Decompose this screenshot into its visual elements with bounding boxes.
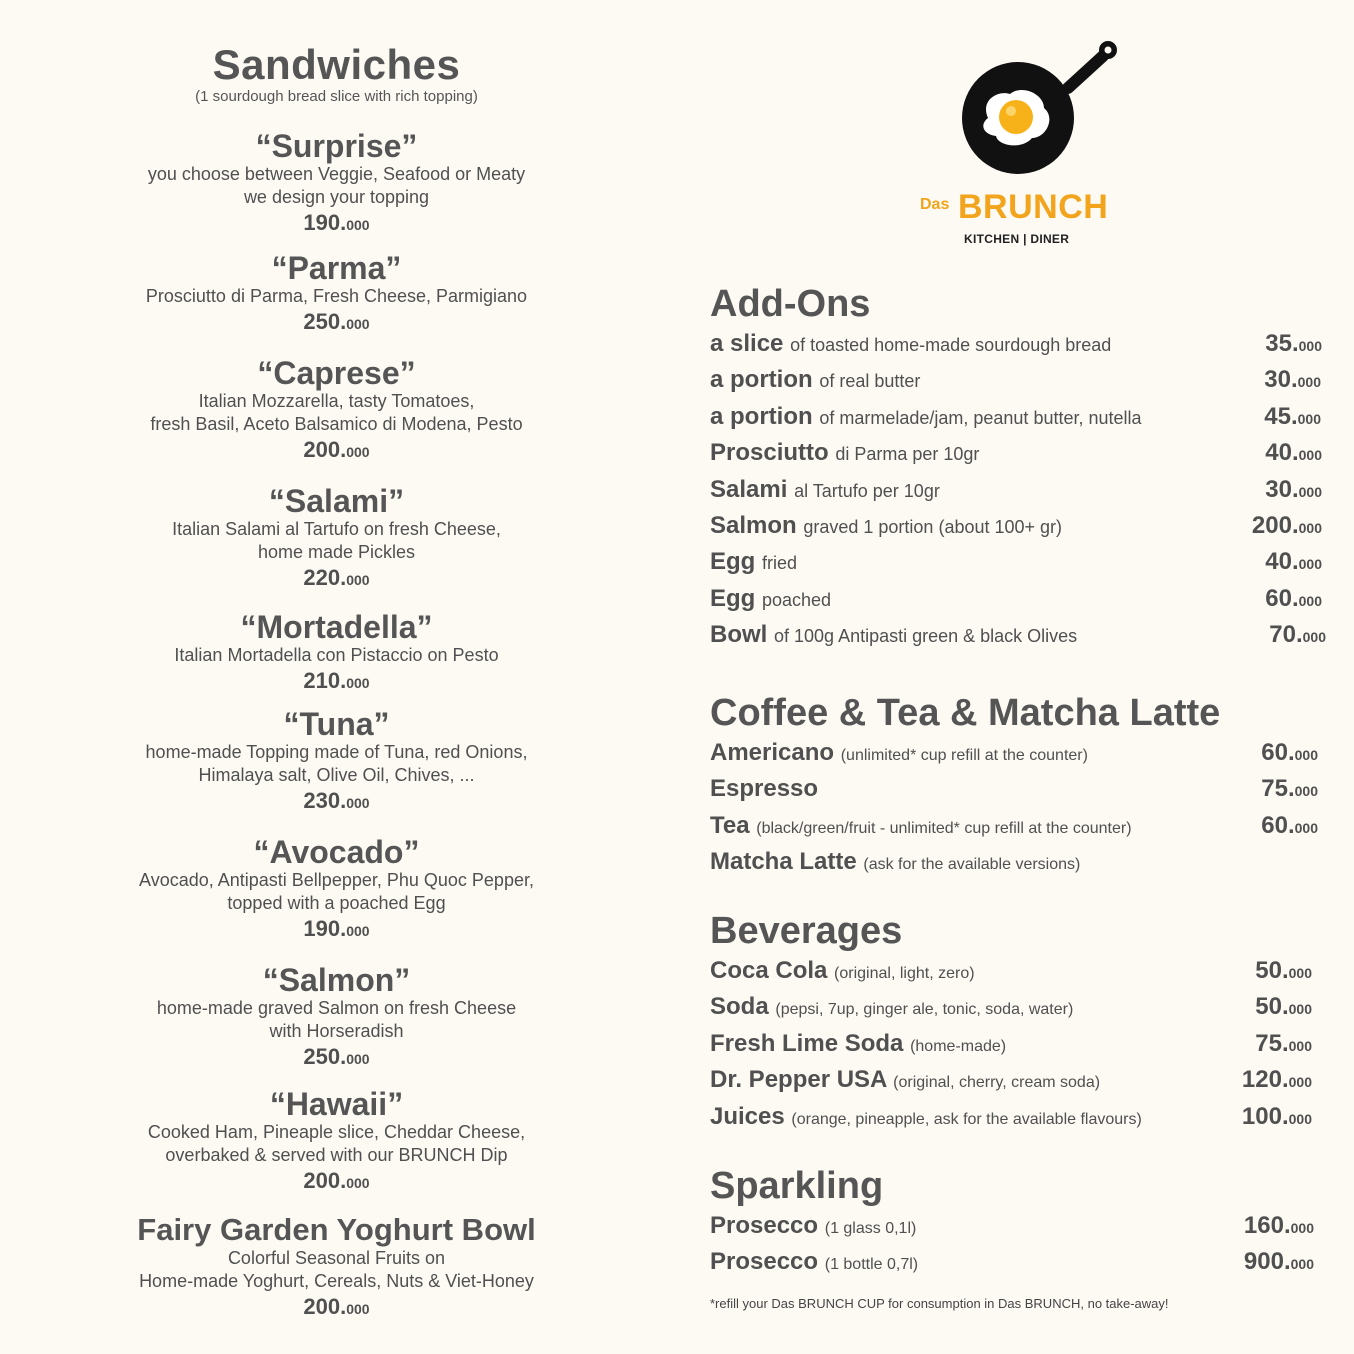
brand-logo (918, 38, 1118, 253)
brand-subtitle: KITCHEN | DINER (964, 232, 1070, 246)
item-name: Dr. Pepper USA (710, 1066, 887, 1094)
addons-row (710, 474, 1322, 510)
item-description: (orange, pineapple, ask for the available flavours) (791, 1110, 1142, 1128)
addons-row (710, 546, 1322, 582)
addons-row (710, 437, 1322, 473)
addons-item (710, 621, 1077, 649)
item-name: Matcha Latte (710, 848, 857, 876)
coffee-list (710, 737, 1318, 883)
price-main: 220. (303, 565, 347, 590)
addons-row (710, 510, 1322, 546)
price-main: 75. (1255, 1029, 1289, 1057)
item-price (1244, 1248, 1314, 1276)
item-price (1264, 366, 1321, 394)
item-name: Bowl (710, 621, 768, 649)
price-thousands: 000 (346, 1301, 370, 1317)
price-main: 200. (303, 1294, 347, 1319)
coffee-item (710, 812, 1132, 840)
item-description: (ask for the available versions) (863, 856, 1081, 874)
price-main: 250. (303, 1044, 347, 1069)
sandwich-price (60, 915, 613, 945)
item-description: al Tartufo per 10gr (794, 480, 940, 501)
beverages-row (710, 1101, 1310, 1137)
item-description: graved 1 portion (about 100+ gr) (803, 516, 1063, 537)
addons-section (710, 282, 1326, 656)
sandwich-item (60, 610, 613, 697)
beverages-title: Beverages (710, 910, 903, 952)
price-main: 60. (1261, 811, 1295, 839)
price-thousands: 000 (346, 217, 370, 233)
item-price (1244, 1212, 1314, 1240)
price-main: 60. (1261, 739, 1295, 766)
item-description: (unlimited* cup refill at the counter) (840, 747, 1088, 764)
item-description: of real butter (819, 371, 921, 392)
beverages-row (710, 1064, 1310, 1100)
price-thousands: 000 (1288, 1001, 1312, 1018)
price-thousands: 000 (1288, 1037, 1312, 1054)
sandwich-item (60, 1087, 613, 1197)
beverages-row (710, 1028, 1310, 1064)
sandwich-name: “Hawaii” (269, 1086, 404, 1122)
beverages-row (710, 955, 1310, 991)
price-thousands: 000 (346, 572, 370, 588)
sparkling-list (710, 1210, 1314, 1283)
addons-item (710, 403, 1142, 431)
price-thousands: 000 (1290, 1220, 1314, 1236)
coffee-row (710, 773, 1318, 809)
coffee-row (710, 810, 1318, 846)
item-name: a slice (710, 330, 784, 357)
coffee-row (710, 846, 1310, 882)
addons-row (710, 619, 1326, 655)
beverages-item (710, 957, 975, 985)
price-thousands: 000 (1294, 747, 1318, 763)
sandwich-item (60, 1213, 613, 1323)
sandwich-name: “Tuna” (283, 706, 390, 742)
sandwich-name: “Parma” (271, 250, 402, 286)
addons-list (710, 328, 1326, 656)
refill-footnote: *refill your Das BRUNCH CUP for consumption in Das BRUNCH, no take-away! (710, 1296, 1169, 1311)
addons-title: Add-Ons (710, 283, 871, 325)
price-main: 250. (303, 309, 347, 334)
item-price (1265, 330, 1322, 358)
sandwich-name: “Avocado” (253, 834, 420, 870)
price-main: 200. (1251, 511, 1299, 539)
price-thousands: 000 (346, 444, 370, 460)
sandwiches-section (60, 40, 613, 1323)
beverages-item (710, 1103, 1142, 1131)
item-price (1265, 548, 1322, 576)
price-thousands: 000 (1294, 819, 1318, 836)
sandwich-price (60, 564, 613, 594)
price-thousands: 000 (346, 1175, 370, 1191)
price-thousands: 000 (1297, 410, 1321, 427)
price-thousands: 000 (1288, 965, 1312, 981)
item-description: of marmelade/jam, peanut butter, nutella (819, 407, 1142, 428)
sparkling-item (710, 1212, 916, 1240)
price-main: 210. (303, 668, 347, 693)
item-name: Prosciutto (710, 439, 829, 467)
item-description: (1 bottle 0,7l) (824, 1256, 919, 1274)
beverages-list (710, 955, 1310, 1137)
sparkling-row (710, 1210, 1314, 1246)
sandwich-description: you choose between Veggie, Seafood or Meaty we design your topping (147, 164, 526, 207)
sandwich-price (60, 1167, 613, 1197)
price-thousands: 000 (1298, 592, 1322, 609)
price-main: 60. (1265, 584, 1299, 612)
price-main: 35. (1265, 330, 1299, 357)
beverages-section (710, 909, 1310, 1137)
addons-row (710, 364, 1321, 400)
sandwich-description: Italian Salami al Tartufo on fresh Cheese, home made Pickles (172, 519, 501, 562)
item-name: Tea (710, 811, 750, 839)
sandwich-price (60, 1293, 613, 1323)
sandwich-name: Fairy Garden Yoghurt Bowl (137, 1212, 536, 1247)
item-price (1255, 993, 1312, 1021)
sandwich-description: home-made graved Salmon on fresh Cheese with Horseradish (156, 998, 517, 1041)
sparkling-section (710, 1164, 1314, 1283)
price-thousands: 000 (1297, 374, 1321, 391)
sandwich-price (60, 436, 613, 466)
sandwich-list (60, 129, 613, 1323)
item-name: Espresso (710, 775, 819, 803)
price-main: 120. (1241, 1066, 1289, 1094)
coffee-item (710, 739, 1088, 767)
sandwich-item (60, 484, 613, 594)
price-thousands: 000 (1288, 1110, 1312, 1127)
item-price (1261, 812, 1318, 840)
sandwich-price (60, 787, 613, 817)
price-main: 50. (1255, 993, 1289, 1021)
price-thousands: 000 (1288, 1074, 1312, 1091)
coffee-title: Coffee & Tea & Matcha Latte (710, 692, 1221, 734)
sandwich-item (60, 129, 613, 239)
item-name: Prosecco (710, 1248, 819, 1276)
sandwich-name: “Surprise” (255, 128, 418, 164)
price-thousands: 000 (346, 795, 370, 811)
sparkling-title: Sparkling (710, 1165, 884, 1207)
beverages-row (710, 991, 1310, 1027)
addons-item (710, 366, 920, 394)
item-price (1261, 739, 1318, 767)
item-name: Soda (710, 993, 769, 1021)
sandwich-item (60, 707, 613, 817)
sandwich-description: Avocado, Antipasti Bellpepper, Phu Quoc Pepper, topped with a poached Egg (139, 870, 534, 913)
item-name: Coca Cola (710, 957, 828, 984)
sandwich-item (60, 963, 613, 1073)
sandwich-name: “Caprese” (257, 355, 416, 391)
item-price (1265, 585, 1322, 613)
item-name: Fresh Lime Soda (710, 1029, 904, 1057)
sandwich-name: “Salami” (268, 483, 405, 519)
coffee-item (710, 848, 1080, 876)
price-thousands: 000 (346, 316, 370, 332)
coffee-item (710, 775, 818, 803)
price-main: 40. (1265, 548, 1299, 576)
item-price (1242, 1103, 1312, 1131)
sandwich-description: home-made Topping made of Tuna, red Onions, Himalaya salt, Olive Oil, Chives, ... (145, 742, 528, 785)
price-main: 30. (1264, 366, 1298, 394)
item-price (1265, 476, 1322, 504)
price-main: 190. (303, 210, 347, 235)
item-name: Egg (710, 584, 756, 612)
price-main: 190. (303, 916, 347, 941)
price-thousands: 000 (1294, 783, 1318, 800)
price-thousands: 000 (1302, 629, 1326, 646)
item-description: (original, light, zero) (834, 965, 975, 982)
item-name: Prosecco (710, 1212, 819, 1239)
item-description: poached (762, 589, 832, 610)
price-main: 100. (1241, 1102, 1289, 1130)
sandwich-price (60, 667, 613, 697)
price-main: 70. (1269, 621, 1303, 649)
beverages-item (710, 993, 1073, 1021)
sandwich-description: Italian Mortadella con Pistaccio on Pesto (174, 645, 499, 665)
item-description: of 100g Antipasti green & black Olives (774, 626, 1078, 647)
price-main: 40. (1265, 439, 1299, 467)
item-name: a portion (710, 366, 813, 394)
coffee-row (710, 737, 1318, 773)
sandwich-name: “Salmon” (262, 962, 411, 998)
item-price (1252, 512, 1322, 540)
sandwich-item (60, 251, 613, 338)
sandwich-name: “Mortadella” (240, 609, 433, 645)
sparkling-row (710, 1246, 1314, 1282)
item-description: (1 glass 0,1l) (824, 1220, 917, 1237)
item-price (1269, 621, 1326, 649)
item-description: of toasted home-made sourdough bread (790, 335, 1112, 355)
addons-item (710, 439, 979, 467)
addons-item (710, 512, 1062, 540)
price-thousands: 000 (346, 1051, 370, 1067)
item-price (1255, 957, 1312, 985)
item-description: (black/green/fruit - unlimited* cup refill at the counter) (756, 819, 1132, 837)
item-name: Juices (710, 1102, 785, 1130)
sandwich-description: Italian Mozzarella, tasty Tomatoes, fresh Basil, Aceto Balsamico di Modena, Pesto (150, 391, 523, 434)
item-description: (pepsi, 7up, ginger ale, tonic, soda, water) (775, 1001, 1074, 1019)
item-description: fried (762, 553, 798, 574)
addons-item (710, 585, 831, 613)
addons-item (710, 548, 797, 576)
frying-pan-egg-icon (918, 38, 1118, 183)
sandwich-item (60, 356, 613, 466)
item-name: Americano (710, 739, 835, 766)
item-description: (home-made) (910, 1037, 1007, 1055)
beverages-item (710, 1066, 1100, 1094)
sandwich-item (60, 835, 613, 945)
price-thousands: 000 (1298, 519, 1322, 536)
price-main: 200. (303, 1168, 347, 1193)
price-main: 160. (1243, 1212, 1291, 1239)
price-thousands: 000 (1298, 556, 1322, 573)
price-thousands: 000 (1298, 447, 1322, 464)
sandwich-price (60, 209, 613, 239)
price-thousands: 000 (1290, 1256, 1314, 1273)
sandwich-price (60, 308, 613, 338)
item-description: di Parma per 10gr (835, 444, 980, 465)
price-thousands: 000 (1298, 338, 1322, 354)
sandwich-description: Prosciutto di Parma, Fresh Cheese, Parmigiano (145, 286, 528, 306)
price-main: 30. (1265, 475, 1299, 503)
price-thousands: 000 (346, 923, 370, 939)
price-thousands: 000 (346, 675, 370, 691)
addons-item (710, 330, 1111, 358)
price-main: 200. (303, 437, 347, 462)
item-name: Salmon (710, 511, 797, 539)
sandwiches-subtitle: (1 sourdough bread slice with rich topping) (195, 88, 478, 105)
item-price (1265, 439, 1322, 467)
price-main: 45. (1264, 402, 1298, 430)
price-main: 900. (1243, 1248, 1291, 1276)
addons-row (710, 401, 1321, 437)
item-price (1255, 1030, 1312, 1058)
addons-row (710, 583, 1322, 619)
beverages-item (710, 1030, 1006, 1058)
brand-das: Das (920, 196, 950, 213)
item-name: Salami (710, 475, 788, 503)
addons-item (710, 476, 940, 504)
price-thousands: 000 (1298, 483, 1322, 500)
sparkling-item (710, 1248, 918, 1276)
price-main: 50. (1255, 957, 1289, 984)
sandwich-price (60, 1043, 613, 1073)
sandwich-description: Cooked Ham, Pineaple slice, Cheddar Cheese, overbaked & served with our BRUNCH Dip (147, 1122, 526, 1165)
sandwiches-title: Sandwiches (212, 41, 461, 88)
sandwich-description: Colorful Seasonal Fruits on Home-made Yoghurt, Cereals, Nuts & Viet-Honey (139, 1248, 534, 1291)
item-name: a portion (710, 402, 813, 430)
coffee-section (710, 691, 1318, 883)
item-price (1242, 1066, 1312, 1094)
price-main: 75. (1261, 775, 1295, 803)
price-main: 230. (303, 788, 347, 813)
item-description: (original, cherry, cream soda) (893, 1074, 1101, 1092)
item-price (1261, 775, 1318, 803)
item-name: Egg (710, 548, 756, 576)
item-price (1264, 403, 1321, 431)
addons-row (710, 328, 1322, 364)
brand-name: BRUNCH (958, 188, 1109, 226)
